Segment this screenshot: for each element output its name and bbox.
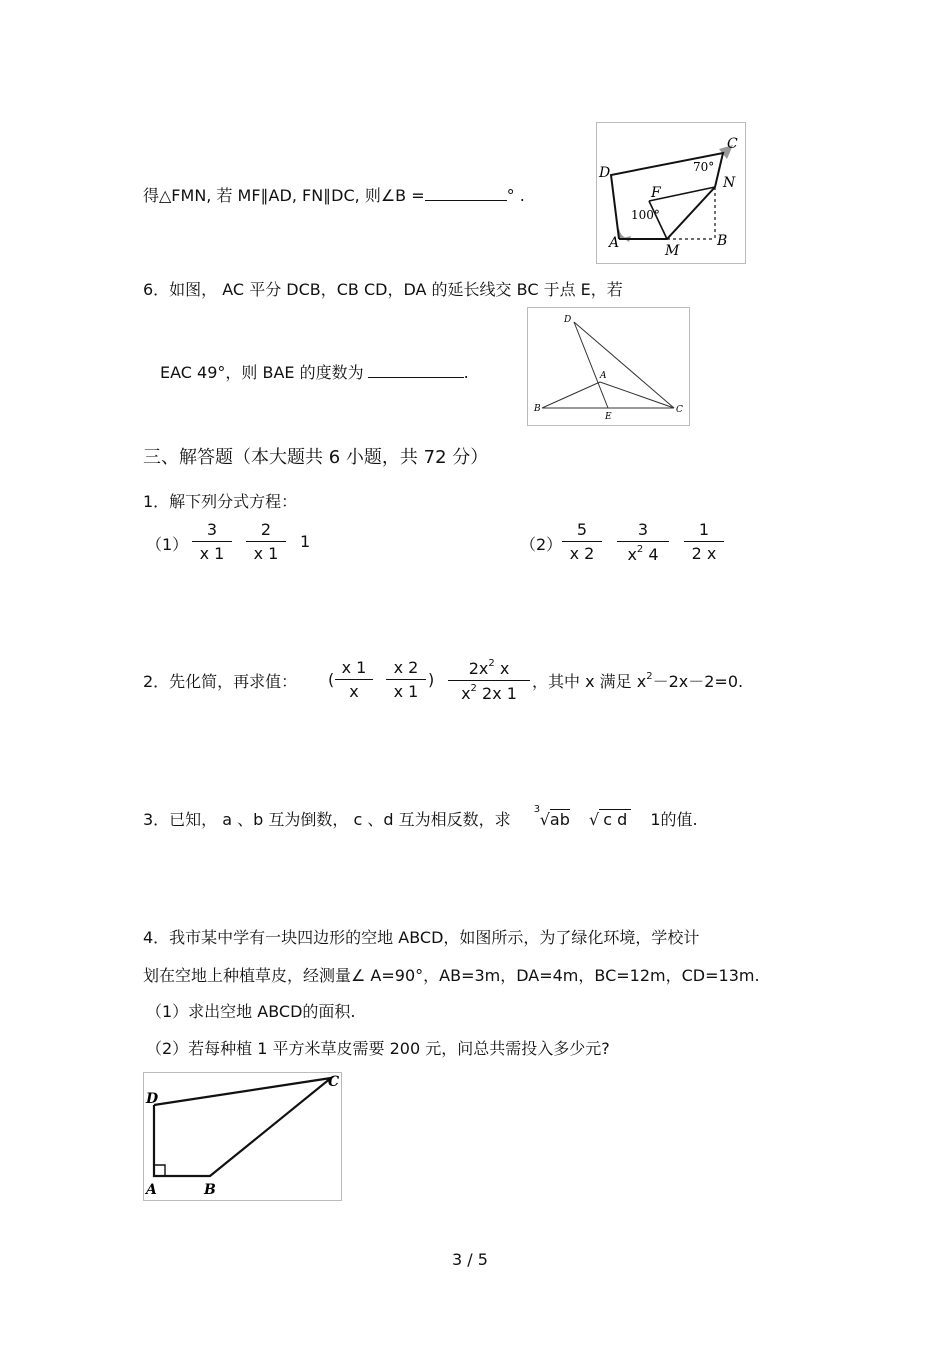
q5-line <box>143 183 525 206</box>
fig5-label-a: A <box>609 235 620 251</box>
p2-condition: ，其中 x 满足 $x^2-2x-2=0$. <box>532 671 744 691</box>
fig4-label-c: C <box>328 1074 340 1090</box>
q5-degree: ° . <box>506 186 525 205</box>
p2-open-paren: ( <box>328 670 335 689</box>
fig4-quadrilateral <box>143 1072 342 1201</box>
p2-frac1: x 1 x <box>335 658 373 701</box>
p1-part2-frac3: 1 2 x <box>684 520 724 563</box>
p1-part1-frac1: 3 x 1 <box>192 520 232 563</box>
q6-line2 <box>160 360 469 383</box>
fig6-triangle <box>527 307 690 426</box>
fig5-label-c: C <box>727 136 738 152</box>
fig4-label-a: A <box>146 1182 157 1198</box>
p1-part1-frac2: 2 x 1 <box>246 520 286 563</box>
fig5-label-d: D <box>599 165 611 181</box>
q6-answer-blank[interactable] <box>368 363 464 378</box>
p2-frac3: $2x^2$ x $x^2$ 2x 1 <box>448 658 530 703</box>
q6-period: . <box>463 363 469 382</box>
q6-line1: 6．如图， AC 平分 DCB，CB CD，DA 的延长线交 BC 于点 E，若 <box>143 280 623 299</box>
section3-title: 三、解答题（本大题共 6 小题，共 72 分） <box>143 447 489 468</box>
fig5-label-f: F <box>651 185 661 201</box>
p1-part2-frac2: 3 $x^2$ 4 <box>617 520 669 564</box>
p3-tail: 1的值. <box>650 810 698 829</box>
fig4-label-b: B <box>204 1182 216 1198</box>
p1-part1-label: （1） <box>146 535 189 554</box>
p3-line <box>143 804 698 830</box>
p1-title: 1．解下列分式方程： <box>143 492 298 511</box>
fig5-label-n: N <box>723 175 736 191</box>
p2-frac2: x 2 x 1 <box>386 658 426 701</box>
fig6-label-a: A <box>600 371 607 381</box>
fig6-label-e: E <box>605 412 612 422</box>
p4-line1: 4．我市某中学有一块四边形的空地 ABCD，如图所示，为了绿化环境，学校计 <box>143 928 700 947</box>
q5-answer-blank[interactable] <box>425 186 507 201</box>
fig5-label-b: B <box>717 233 728 249</box>
p3-text: 3．已知， a 、b 互为倒数， c 、d 互为相反数，求 <box>143 810 511 829</box>
fig5-quadrilateral <box>596 122 746 264</box>
p3-cube-root: 3 √ab <box>533 804 570 829</box>
p4-line2: 划在空地上种植草皮，经测量∠ A=90°，AB=3m，DA=4m，BC=12m，CD=13m. <box>143 966 760 985</box>
p1-part2-label: （2） <box>520 535 563 554</box>
page-number: 3 / 5 <box>452 1250 488 1269</box>
p4-sub2: （2）若每种植 1 平方米草皮需要 200 元，问总共需投入多少元? <box>146 1039 610 1058</box>
fig5-angle-100: 100° <box>631 208 660 222</box>
q6-line2-text: EAC 49°，则 BAE 的度数为 <box>160 363 364 382</box>
fig5-angle-70: 70° <box>693 160 715 174</box>
fig6-label-b: B <box>534 404 541 414</box>
fig6-label-d: D <box>564 315 572 325</box>
p1-part1-rhs: 1 <box>300 532 311 551</box>
p1-part2-frac1: 5 x 2 <box>562 520 602 563</box>
fig6-label-c: C <box>676 405 683 415</box>
fig4-label-d: D <box>146 1091 159 1107</box>
p4-sub1: （1）求出空地 ABCD的面积. <box>146 1002 356 1021</box>
p2-lead: 2．先化简，再求值： <box>143 672 298 691</box>
q5-text: 得△FMN, 若 MF∥AD, FN∥DC, 则∠B = <box>143 186 425 205</box>
p3-square-root: √ c d <box>589 810 631 829</box>
p2-close-paren: ) <box>428 670 435 689</box>
fig5-label-m: M <box>665 243 680 259</box>
